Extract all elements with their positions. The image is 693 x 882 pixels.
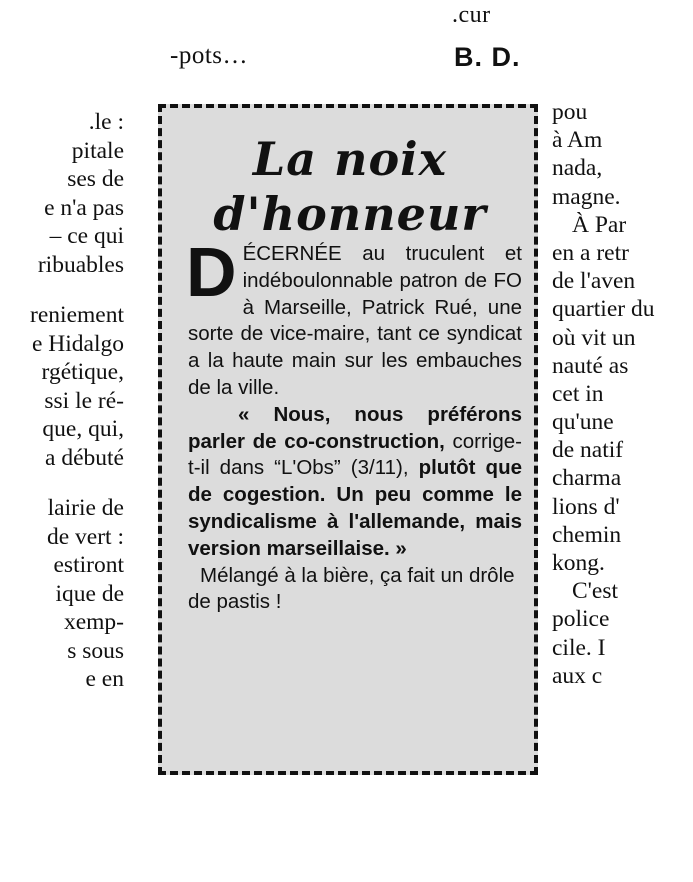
left-column-line: a débuté [45,444,124,471]
left-column-line: ribuables [37,251,124,278]
left-column-line: ses de [67,166,124,192]
left-column-line: reniement [30,302,124,328]
right-column-line: qu'une [552,409,614,436]
right-column-fragment [552,98,693,690]
right-column-line: de natif [552,437,624,464]
left-column-spacer [0,279,124,301]
right-column-line: aux c [552,662,603,689]
right-column-line: à Am [552,127,603,154]
right-column-line: À Par [572,211,627,238]
article-closing-paragraph [188,563,522,617]
left-column-line: rgétique, [41,359,124,385]
left-column-line: xemp- [63,609,124,635]
left-column-line: .le : [88,109,124,135]
right-column-line: nada, [552,155,603,182]
clipped-text-top-right: .cur [452,2,491,28]
right-column-line: cet in [552,380,604,407]
left-column-line: e n'a pas [44,194,124,221]
author-signature: B. D. [454,42,521,72]
right-column-line: pou [552,99,588,125]
right-column-line: cile. I [552,634,606,661]
quote-attribution: corrige-t-il dans “L'Obs” (3/11), [188,429,522,480]
left-column-line: pitale [71,137,124,164]
article-intro-paragraph [186,233,522,402]
right-column-line: C'est [572,578,619,605]
left-column-line: – ce qui [49,223,124,249]
right-column-line: kong. [552,550,605,576]
left-column-line: ssi le ré- [44,387,124,414]
right-column-line: en a retr [552,239,629,266]
left-column-fragment [0,108,124,694]
drop-cap: D [186,233,237,311]
article-title-line-2: d'honneur [213,187,487,241]
quote-part-1: « Nous, nous préférons parler de co-construction, [188,402,522,453]
right-column-line: où vit un [552,324,636,351]
left-column-spacer [0,472,124,494]
quote-part-2: plutôt que de cogestion. Un peu comme le syndicalisme à l'allemande, mais version marseillaise. » [188,456,522,560]
right-column-line: magne. [552,183,621,210]
article-body [186,233,522,616]
right-column-line: nauté as [552,352,629,379]
left-column-line: estiront [53,552,124,578]
right-column-line: chemin [552,521,622,548]
left-column-line: de vert : [47,523,124,550]
left-column-line: ique de [55,580,124,607]
left-column-line: s sous [67,637,124,664]
article-title [170,132,530,242]
article-quote-paragraph [188,402,522,563]
right-column-line: charma [552,465,622,492]
left-column-line: e Hidalgo [31,330,124,357]
right-column-line: de l'aven [552,268,636,295]
article-title-line-1: La noix [252,132,448,186]
closing-text: Mélangé à la bière, ça fait un drôle de pastis ! [188,563,515,614]
right-column-line: quartier du [552,296,655,323]
left-column-line: que, qui, [42,416,124,442]
right-column-line: lions d' [552,493,620,520]
left-column-line: e en [85,666,124,692]
intro-text: ÉCERNÉE au truculent et indéboulonnable patron de FO à Marseille, Patrick Rué, une sorte de vice-maire, tant ce syndicat a la haute main sur les embauches de la ville. [188,242,522,399]
left-column-line: lairie de [47,495,124,521]
right-column-line: police [552,606,610,633]
clipped-text-top: -pots… [170,42,248,69]
